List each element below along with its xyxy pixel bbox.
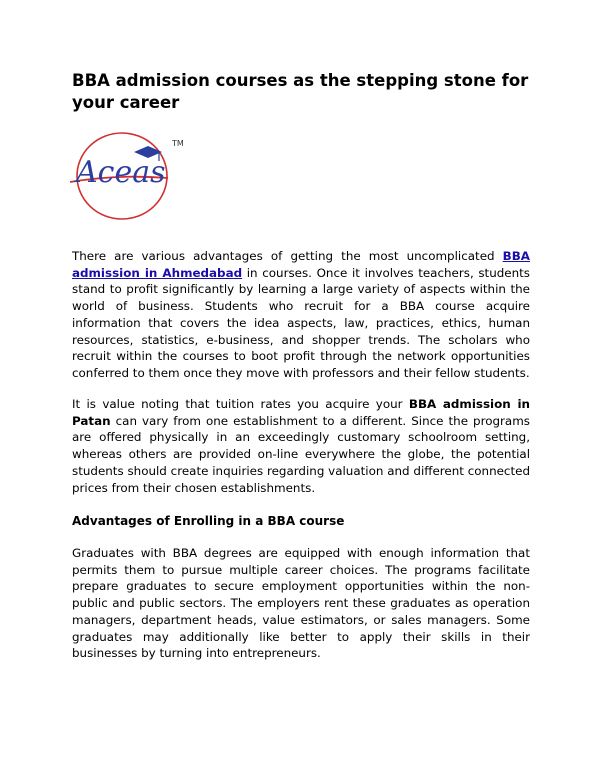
- aceas-logo: [68, 132, 188, 224]
- logo-wordmark: Aceas: [76, 155, 166, 190]
- logo-graphic: [68, 132, 188, 224]
- advantages-paragraph: Graduates with BBA degrees are equipped with enough information that permits them to pursue multiple career choices. The programs facilitate prepare graduates to secure employment opportunities within the non-public and public sectors. The employers rent these graduates as operation managers, department heads, value estimators, or sales managers. Some graduates may additionally like better to apply their skills in their businesses by turning into entrepreneurs.: [72, 546, 530, 661]
- page-title: BBA admission courses as the stepping stone for your career: [72, 71, 529, 112]
- bba-admission-patan-text: BBA admission in Patan: [72, 397, 530, 428]
- intro-paragraph: There are various advantages of getting the most uncomplicated BBA admission in Ahmedabad in courses. Once it involves teachers, students stand to profit significantly by learning a large variety of aspects within the world of business. Students who recruit for a BBA course acquire information that covers the idea aspects, law, practices, ethics, human resources, statistics, e-business, and shopper trends. The scholars who recruit within the courses to boot profit through the network opportunities conferred to them once they move with professors and their fellow students.: [72, 249, 531, 380]
- trademark-mark: TM: [172, 139, 184, 148]
- section-heading: Advantages of Enrolling in a BBA course: [72, 514, 345, 528]
- tuition-paragraph: It is value noting that tuition rates you acquire your BBA admission in Patan can vary from one establishment to a different. Since the programs are offered physically in an exceedingly customary schoolroom setting, whereas others are provided on-line everywhere the globe, the potential students should create inquiries regarding valuation and different connected prices from their chosen establishments.: [72, 397, 530, 495]
- bba-admission-ahmedabad-link[interactable]: BBA admission in Ahmedabad: [72, 249, 530, 280]
